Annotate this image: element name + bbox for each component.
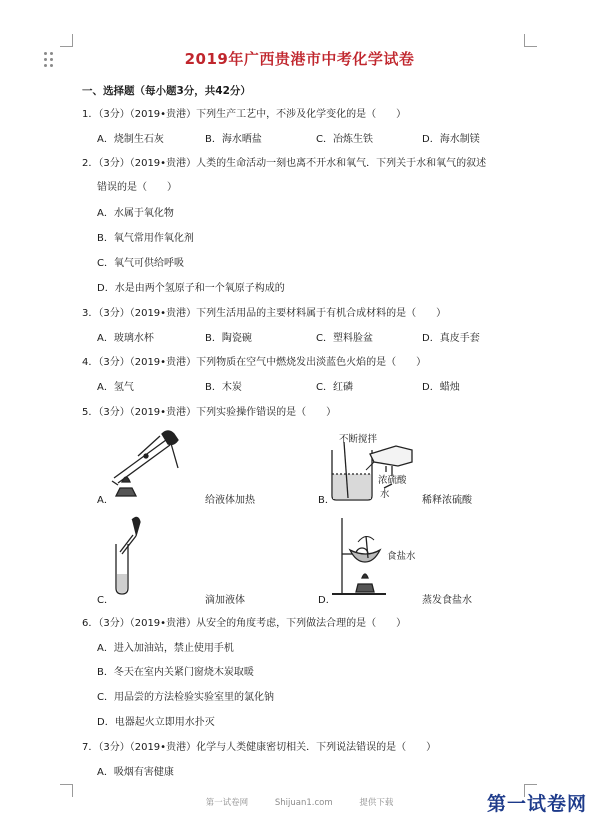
- figure-b-diluting-acid: [326, 440, 416, 502]
- question-3-option-d: D．真皮手套: [422, 333, 480, 344]
- question-6-option-b: B．冬天在室内关紧门窗烧木炭取暖: [97, 667, 254, 678]
- question-6-option-a: A．进入加油站，禁止使用手机: [97, 643, 234, 654]
- page-title: 2019年广西贵港市中考化学试卷: [184, 50, 415, 68]
- figure-d-letter: D．: [318, 595, 336, 606]
- footer-site-name: 第一试卷网: [205, 798, 249, 808]
- figure-b-letter: B．: [318, 495, 335, 506]
- figure-c-caption: 滴加液体: [205, 595, 245, 606]
- figure-a-heating-liquid: [108, 426, 188, 498]
- question-2-option-d: D．水是由两个氢原子和一个氧原子构成的: [97, 283, 285, 294]
- question-6-stem: 6．（3分）（2019•贵港）从安全的角度考虑，下列做法合理的是（ ）: [82, 618, 407, 629]
- figure-b-label-water: 水: [380, 489, 390, 500]
- margin-corner-top-left: [60, 34, 73, 47]
- question-2-option-b: B．氧气常用作氧化剂: [97, 233, 194, 244]
- question-3-option-c: C．塑料脸盆: [316, 333, 373, 344]
- question-1-stem: 1．（3分）（2019•贵港）下列生产工艺中，不涉及化学变化的是（ ）: [82, 109, 407, 120]
- question-4-stem: 4．（3分）（2019•贵港）下列物质在空气中燃烧发出淡蓝色火焰的是（ ）: [82, 357, 427, 368]
- question-3-stem: 3．（3分）（2019•贵港）下列生活用品的主要材料属于有机合成材料的是（ ）: [82, 308, 447, 319]
- question-4-option-a: A．氢气: [97, 382, 134, 393]
- question-1-option-b: B．海水晒盐: [205, 134, 262, 145]
- figure-a-letter: A．: [97, 495, 114, 506]
- footer-download-text: 提供下载: [359, 798, 394, 808]
- figure-b-label-stir: 不断搅拌: [339, 434, 378, 445]
- question-1-option-a: A．烧制生石灰: [97, 134, 164, 145]
- question-4-option-c: C．红磷: [316, 382, 353, 393]
- figure-c-letter: C．: [97, 595, 114, 606]
- question-6-option-c: C．用品尝的方法检验实验室里的氯化钠: [97, 692, 274, 703]
- question-6-option-d: D．电器起火立即用水扑灭: [97, 717, 215, 728]
- question-1-option-c: C．冶炼生铁: [316, 134, 373, 145]
- question-1-option-d: D．海水制镁: [422, 134, 480, 145]
- question-2-option-c: C．氧气可供给呼吸: [97, 258, 184, 269]
- figure-d-caption: 蒸发食盐水: [422, 595, 472, 606]
- figure-a-caption: 给液体加热: [205, 495, 255, 506]
- figure-c-dropper: [110, 514, 150, 596]
- question-2-option-a: A．水属于氧化物: [97, 208, 174, 219]
- question-4-option-d: D．蜡烛: [422, 382, 460, 393]
- section-heading: 一、选择题（每小题3分，共42分）: [82, 85, 251, 97]
- figure-b-label-acid: 浓硫酸: [378, 475, 407, 486]
- figure-d-label-salt-water: 食盐水: [387, 551, 416, 562]
- brand-logo: 第一试卷网: [486, 793, 587, 815]
- question-3-option-b: B．陶瓷碗: [205, 333, 252, 344]
- question-3-option-a: A．玻璃水杯: [97, 333, 154, 344]
- question-7-stem: 7．（3分）（2019•贵港）化学与人类健康密切相关．下列说法错误的是（ ）: [82, 742, 437, 753]
- question-2-stem-continued: 错误的是（ ）: [97, 182, 177, 193]
- margin-corner-top-right: [524, 34, 537, 47]
- figure-b-caption: 稀释浓硫酸: [422, 495, 472, 506]
- question-2-stem: 2．（3分）（2019•贵港）人类的生命活动一刻也离不开水和氧气．下列关于水和氧气的叙述: [82, 158, 487, 169]
- question-4-option-b: B．木炭: [205, 382, 242, 393]
- question-5-stem: 5．（3分）（2019•贵港）下列实验操作错误的是（ ）: [82, 407, 337, 418]
- footer-site-url[interactable]: Shijuan1.com: [274, 798, 333, 808]
- question-7-option-a: A．吸烟有害健康: [97, 767, 174, 778]
